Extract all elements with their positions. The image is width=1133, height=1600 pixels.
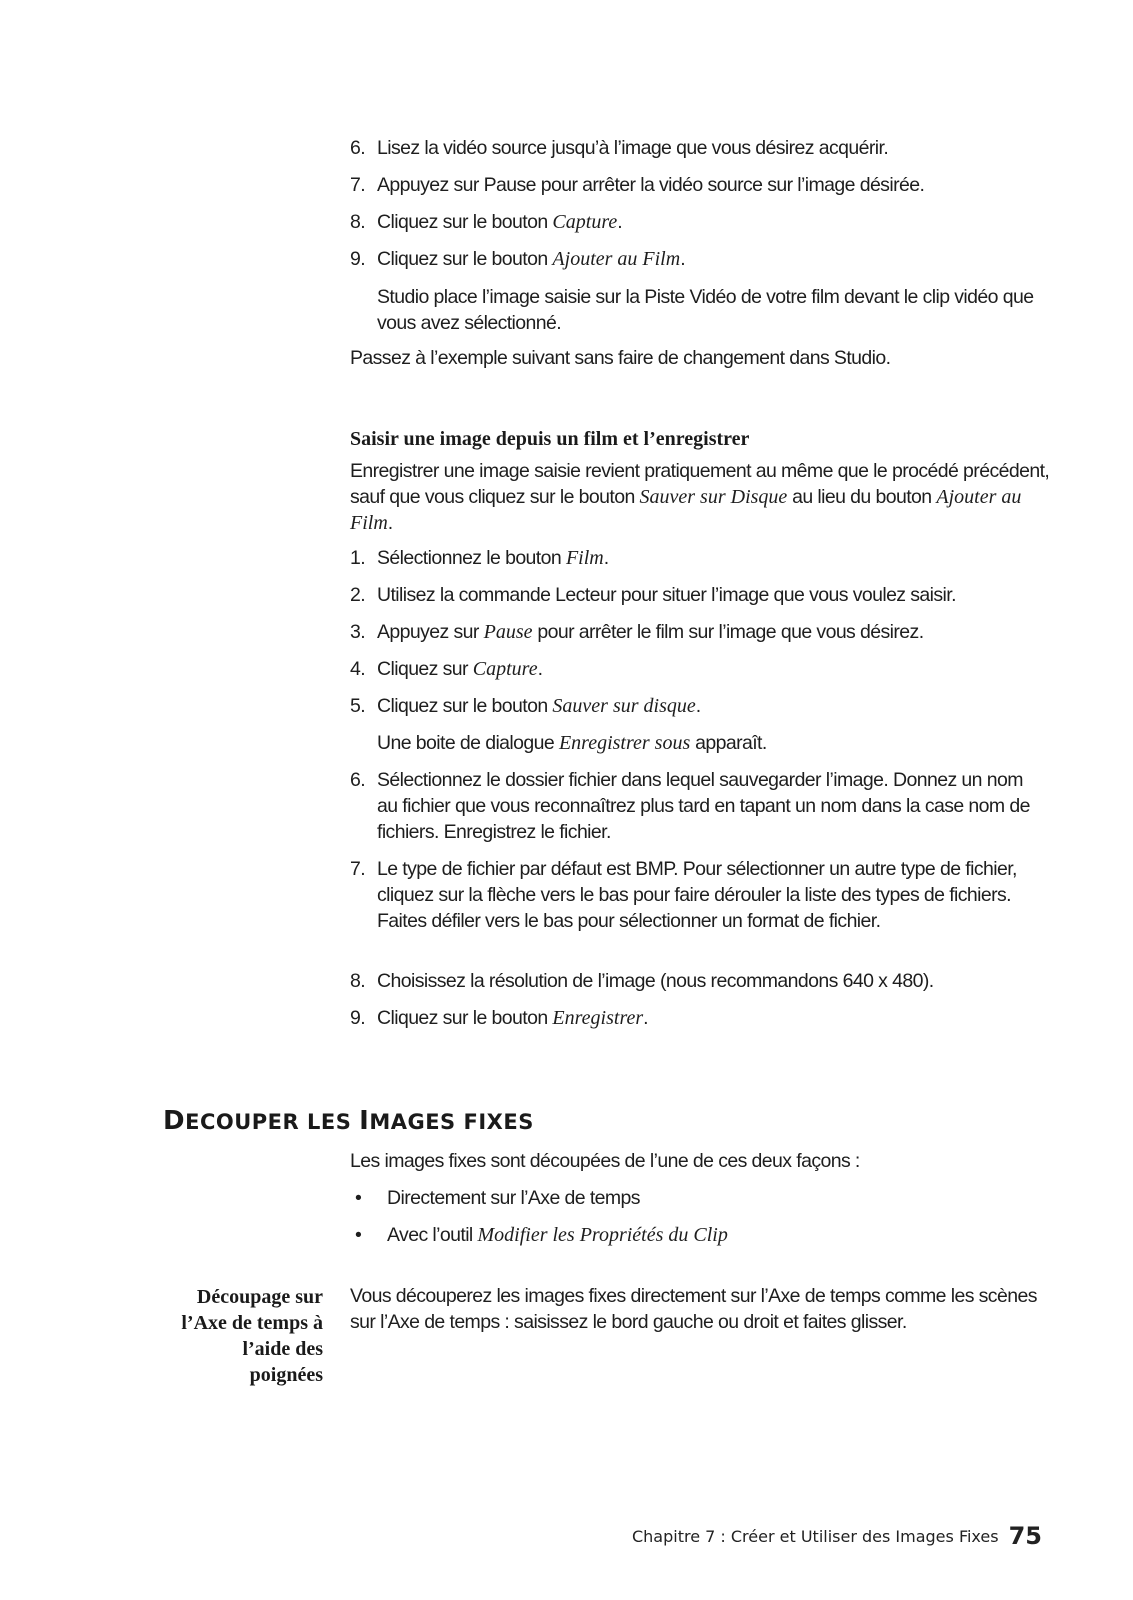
list-text: Choisissez la résolution de l’image (nous recommandons 640 x 480). [377,970,934,992]
margin-label: Découpage sur l’Axe de temps à l’aide des poignées [181,1286,323,1386]
list-text: Cliquez sur le bouton Ajouter au Film. [377,248,686,270]
list-text: Cliquez sur le bouton Sauver sur disque. [377,695,701,717]
page-footer [632,1522,1042,1550]
list-number: 8. [350,211,366,233]
list-number: 2. [350,584,366,606]
paragraph: Passez à l’exemple suivant sans faire de changement dans Studio. [350,347,891,369]
list-number: 9. [350,248,366,270]
list-number: 7. [350,858,366,880]
list-number: 1. [350,547,366,569]
list-text: Sélectionnez le dossier fichier dans lequel sauvegarder l’image. Donnez un nom au fichier que vous reconnaîtrez plus tard en tapant un nom dans la case nom de fichiers. Enregistrez le fichier. [377,769,1030,843]
chapter-title: Chapitre 7 : Créer et Utiliser des Images Fixes [631,1527,999,1546]
paragraph: Vous découperez les images fixes directement sur l’Axe de temps comme les scènes sur l’Axe de temps : saisissez le bord gauche ou droit et faites glisser. [350,1285,1037,1333]
list-text: Appuyez sur Pause pour arrêter la vidéo source sur l’image désirée. [377,174,925,196]
note-paragraph: Une boite de dialogue Enregistrer sous apparaît. [377,732,767,754]
list-text: Cliquez sur Capture. [377,658,543,680]
section-intro: Les images fixes sont découpées de l’une de ces deux façons : [350,1150,860,1172]
note-paragraph: Studio place l’image saisie sur la Piste Vidéo de votre film devant le clip vidéo que vous avez sélectionné. [377,286,1034,334]
list-text: Le type de fichier par défaut est BMP. Pour sélectionner un autre type de fichier, cliquez sur la flèche vers le bas pour faire dérouler la liste des types de fichiers. Faites défiler vers le bas pour sélectionner un format de fichier. [377,858,1017,932]
bullet-text: Directement sur l’Axe de temps [387,1187,640,1209]
list-number: 5. [350,695,366,717]
list-number: 6. [350,137,366,159]
list-text: Sélectionnez le bouton Film. [377,547,609,569]
list-number: 8. [350,970,366,992]
bullet-marker: • [355,1224,362,1246]
list-number: 4. [350,658,366,680]
list-text: Cliquez sur le bouton Capture. [377,211,623,233]
intro-paragraph: Enregistrer une image saisie revient pratiquement au même que le procédé précédent, sauf que vous cliquez sur le bouton Sauver sur Disque au lieu du bouton Ajouter au Film. [350,460,1050,534]
list-number: 6. [350,769,366,791]
list-text: Cliquez sur le bouton Enregistrer. [377,1007,648,1029]
list-number: 9. [350,1007,366,1029]
bullet-marker: • [355,1187,362,1209]
list-text: Appuyez sur Pause pour arrêter le film sur l’image que vous désirez. [377,621,924,643]
section-heading: DECOUPER LES IMAGES FIXES [163,1106,534,1136]
page-number: 75 [1008,1522,1042,1550]
list-number: 7. [350,174,366,196]
subheading: Saisir une image depuis un film et l’enregistrer [350,428,750,450]
list-text: Lisez la vidéo source jusqu’à l’image que vous désirez acquérir. [377,137,889,159]
list-number: 3. [350,621,366,643]
list-text: Utilisez la commande Lecteur pour situer l’image que vous voulez saisir. [377,584,956,606]
bullet-text: Avec l’outil Modifier les Propriétés du Clip [387,1224,728,1246]
